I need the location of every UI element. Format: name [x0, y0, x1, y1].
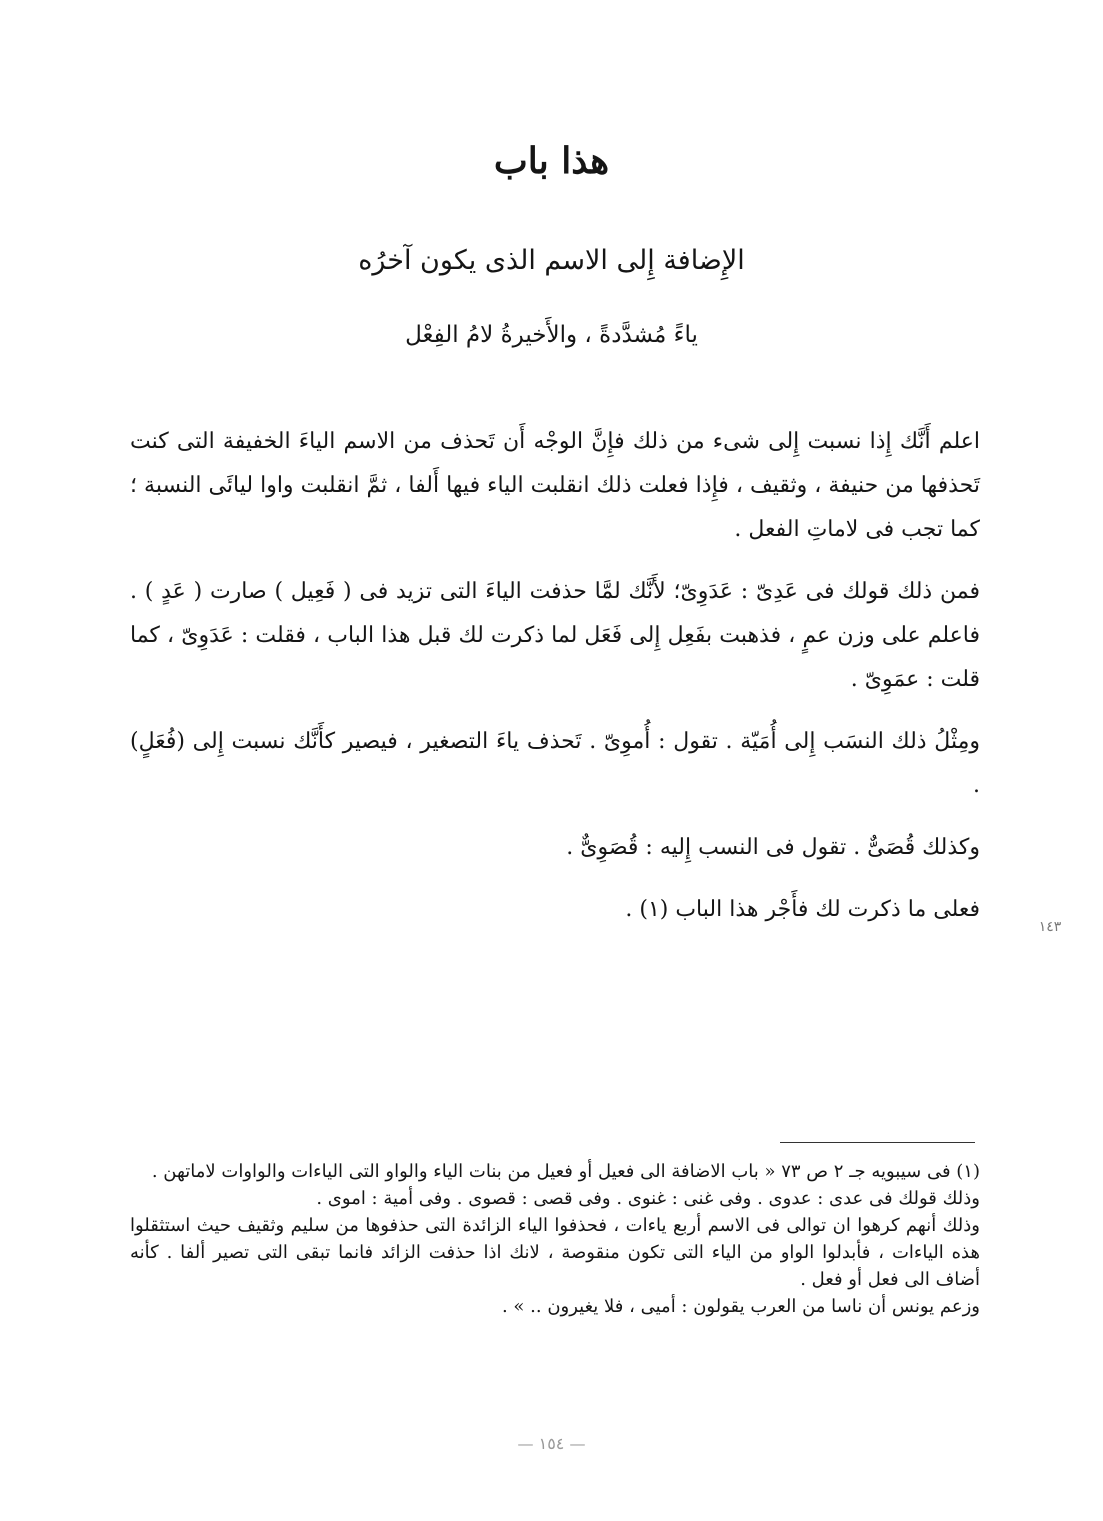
chapter-title: هذا باب: [493, 140, 610, 182]
chapter-subtitle-line-1: الإِضافة إِلى الاسم الذى يكون آخرُه: [358, 245, 745, 276]
paragraph-3: ومِثْلُ ذلك النسَب إِلى أُمَيّة . تقول : أُموِىّ . تَحذف ياءَ التصغير ، فيصير كأَنَّك نسبت إِلى (فُعَلٍ) .: [130, 729, 980, 798]
footnote-line-2: وذلك قولك فى عدى : عدوى . وفى غنى : غنوى . وفى قصى : قصوى . وفى أمية : اموى .: [316, 1188, 980, 1209]
margin-note: ١٤٣: [1038, 919, 1062, 935]
paragraph-4: وكذلك قُصَىٌّ . تقول فى النسب إِليه : قُصَوِىٌّ .: [566, 835, 980, 860]
footnote-line-1: (١) فى سيبويه جـ ٢ ص ٧٣ « باب الاضافة الى فعيل أو فعيل من بنات الياء والواو التى الياءات والواوات لاماتهن .: [151, 1161, 980, 1182]
chapter-subtitle-line-2: ياءً مُشدَّدةً ، والأَخيرةُ لامُ الفِعْل: [405, 322, 698, 348]
footnote-divider: [780, 1142, 975, 1143]
footnote-line-4: وزعم يونس أن ناسا من العرب يقولون : أميى ، فلا يغيرون .. » .: [501, 1296, 980, 1317]
paragraph-1: اعلم أَنَّك إِذا نسبت إِلى شىء من ذلك فإِنَّ الوجْه أَن تَحذف من الاسم الياءَ الخفيفة التى كنت تَحذفها من حنيفة ، وثقيف ، فإِذا فعلت ذلك انقلبت الياء فيها أَلفا ، ثمَّ انقلبت واوا ليائَى النسبة ؛ كما تجب فى لاماتِ الفعل .: [130, 429, 980, 542]
footnote-line-3: وذلك أنهم كرهوا ان توالى فى الاسم أربع ياءات ، فحذفوا الياء الزائدة التى حذفوها من سليم وثقيف حيث استثقلوا هذه الياءات ، فأبدلوا الواو من الياء التى تكون منقوصة ، لانك اذا حذفت الزائد فانما تبقى التى تصير ألفا . كأنه أضاف الى فعل أو فعل .: [130, 1215, 980, 1290]
footnotes: [130, 1158, 980, 1320]
body-text: [130, 420, 980, 932]
paragraph-2: فمن ذلك قولك فى عَدِىّ : عَدَوِىّ؛ لأَنَّك لمَّا حذفت الياءَ التى تزيد فى ( فَعِيل ) صارت ( عَدٍ ) . فاعلم على وزن عمٍ ، فذهبت بفَعِل إِلى فَعَل لما ذكرت لك قبل هذا الباب ، فقلت : عَدَوِىّ ، كما قلت : عمَوِىّ .: [130, 579, 980, 692]
page-number: — ١٥٤ —: [517, 1434, 586, 1453]
paragraph-5: فعلى ما ذكرت لك فأَجْر هذا الباب (١) .: [625, 897, 980, 922]
